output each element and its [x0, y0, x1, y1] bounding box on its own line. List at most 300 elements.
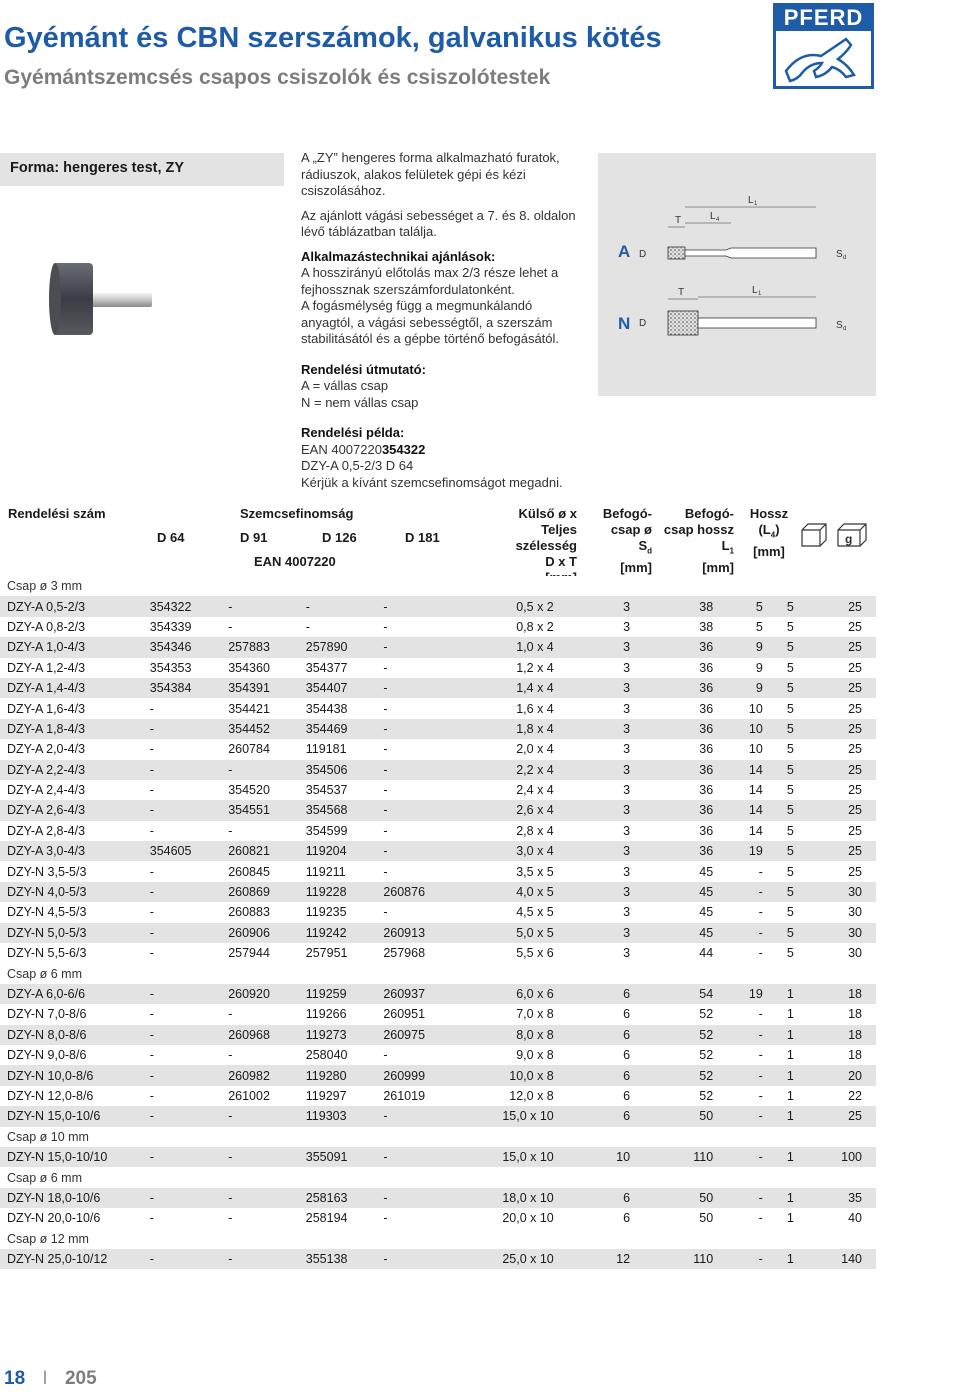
- table-cell: DZY-N 4,5-5/3: [7, 905, 87, 920]
- table-cell: 9: [721, 678, 771, 698]
- table-cell: 36: [638, 800, 721, 820]
- weight-icon-label: g: [845, 532, 853, 546]
- app-text2: A fogásmélység függ a megmunkálandó anyagtól, a vágási sebességtől, a szerszám stabilitásától és a gépbe történő befogásától.: [301, 298, 560, 346]
- table-cell: 5,0 x 5: [461, 923, 562, 943]
- table-row: [0, 658, 876, 678]
- order-n: N = nem vállas csap: [301, 394, 419, 410]
- example-ean-bold: 354322: [381, 441, 426, 457]
- th-len3: [mm]: [753, 543, 785, 559]
- table-cell: 25: [802, 678, 876, 698]
- table-cell: 354605: [150, 841, 228, 861]
- th-grain: Szemcsefinomság: [240, 506, 354, 521]
- table-cell: 257944: [228, 946, 270, 961]
- table-row: [0, 760, 876, 780]
- table-cell: 354551: [228, 800, 306, 820]
- table-cell: 3: [623, 946, 631, 961]
- table-row: [0, 821, 876, 841]
- table-cell: 3: [562, 882, 638, 902]
- table-cell: 1: [771, 1106, 802, 1126]
- table-cell: 25: [848, 660, 862, 675]
- desc-p1: A „ZY” hengeres forma alkalmazható furatok, rádiuszok, alakos felületek gépi és kézi csiszolásához.: [301, 150, 560, 198]
- page-number: 18: [4, 1368, 26, 1389]
- diagram-n-l1-sub: 1: [758, 291, 762, 297]
- example-ean-prefix: EAN 4007220: [301, 441, 382, 457]
- table-cell: 10: [748, 701, 763, 716]
- table-cell: 354384: [150, 678, 228, 698]
- table-row: [0, 800, 876, 820]
- table-cell: 257951: [305, 946, 348, 961]
- th-outer3: D x T: [545, 554, 577, 569]
- table-cell: 14: [748, 823, 763, 838]
- table-cell: DZY-N 15,0-10/10: [0, 1147, 150, 1167]
- table-cell: DZY-A 2,2-4/3: [0, 760, 150, 780]
- table-cell: 18,0 x 10: [461, 1188, 562, 1208]
- table-cell: -: [228, 760, 306, 780]
- table-cell: -: [758, 1048, 763, 1063]
- table-cell: DZY-A 2,4-4/3: [7, 783, 86, 798]
- table-cell: -: [383, 1249, 461, 1269]
- table-row: [0, 739, 876, 759]
- table-cell: 5: [786, 946, 794, 961]
- table-cell: 5: [786, 619, 794, 634]
- table-cell: 36: [638, 841, 721, 861]
- brand-logo: [773, 3, 874, 89]
- th-ean: EAN 4007220: [254, 554, 336, 569]
- th-d126: D 126: [322, 530, 357, 545]
- table-cell: 18: [802, 984, 876, 1004]
- table-cell: 3: [623, 619, 631, 634]
- table-cell: 119266: [305, 1007, 347, 1022]
- th-clen3-sub: 1: [729, 546, 734, 556]
- table-cell: 25: [802, 719, 876, 739]
- table-cell: -: [758, 1007, 763, 1022]
- table-cell: 25: [802, 637, 876, 657]
- table-cell: DZY-N 3,5-5/3: [7, 864, 87, 879]
- table-cell: 50: [699, 1211, 714, 1226]
- table-cell: -: [228, 1007, 233, 1022]
- diagram-label-a: A: [618, 242, 631, 261]
- table-row: [0, 1004, 876, 1024]
- th-d181: D 181: [405, 530, 440, 545]
- table-cell: -: [150, 984, 228, 1004]
- diagram-a-l4: L: [710, 211, 716, 222]
- horse-icon: [776, 31, 871, 86]
- table-cell: 354537: [305, 783, 348, 798]
- table-cell: 30: [848, 946, 862, 961]
- diagram-n-l1: L: [752, 285, 758, 296]
- table-cell: 2,4 x 4: [516, 783, 554, 798]
- table-cell: 354322: [150, 596, 228, 616]
- table-cell: 4,5 x 5: [516, 905, 554, 920]
- table-cell: 25: [848, 701, 862, 716]
- table-cell: 2,2 x 4: [461, 760, 562, 780]
- table-cell: 110: [638, 1147, 721, 1167]
- th-clamp1: Befogó-: [602, 506, 652, 521]
- table-cell: -: [149, 742, 154, 757]
- table-cell: 5: [771, 637, 802, 657]
- table-cell: 12,0 x 8: [509, 1088, 554, 1103]
- table-cell: 260920: [228, 984, 306, 1004]
- order-a: A = vállas csap: [301, 378, 389, 393]
- table-cell: 260913: [383, 923, 461, 943]
- table-row: [0, 1106, 876, 1126]
- section-label: Csap ø 6 mm: [0, 1167, 876, 1187]
- table-cell: 36: [638, 678, 721, 698]
- diagram-a-t: T: [675, 215, 682, 226]
- table-cell: 1: [771, 1249, 802, 1269]
- table-cell: 1,6 x 4: [516, 701, 554, 716]
- table-cell: 10: [721, 719, 771, 739]
- table-cell: 45: [699, 864, 714, 879]
- th-len2: (L: [758, 522, 771, 537]
- table-cell: 25: [802, 800, 876, 820]
- table-cell: 260975: [383, 1025, 461, 1045]
- th-d91: D 91: [240, 530, 268, 545]
- table-cell: 5: [755, 619, 763, 634]
- table-cell: 14: [721, 760, 771, 780]
- section-label: Csap ø 3 mm: [0, 576, 876, 596]
- table-cell: 25: [802, 1106, 876, 1126]
- table-cell: -: [383, 1147, 461, 1167]
- th-clamp3-sub: d: [647, 546, 652, 556]
- table-cell: 260951: [383, 1007, 426, 1022]
- table-cell: 258040: [305, 1048, 348, 1063]
- table-cell: 354520: [228, 783, 270, 798]
- table-row: [0, 698, 876, 718]
- weight-icon: [836, 522, 868, 548]
- table-cell: -: [150, 1106, 228, 1126]
- table-row: [0, 984, 876, 1004]
- table-cell: DZY-N 25,0-10/12: [0, 1249, 150, 1269]
- package-icon: [800, 522, 828, 548]
- table-cell: DZY-A 1,6-4/3: [7, 701, 86, 716]
- table-cell: 52: [699, 1088, 714, 1103]
- table-cell: 3: [623, 783, 631, 798]
- table-row: [0, 596, 876, 616]
- table-section-row: [0, 1127, 876, 1147]
- table-cell: -: [383, 719, 461, 739]
- dimension-diagram: [598, 153, 876, 396]
- table-cell: 25: [848, 619, 862, 634]
- tool-image: [35, 255, 155, 345]
- table-cell: 44: [699, 946, 714, 961]
- th-clen1: Befogó-: [684, 506, 734, 521]
- table-cell: 354407: [306, 678, 384, 698]
- table-cell: 354391: [228, 678, 306, 698]
- table-cell: 6: [623, 1048, 631, 1063]
- table-cell: DZY-A 3,0-4/3: [0, 841, 150, 861]
- table-cell: 140: [802, 1249, 876, 1269]
- table-cell: DZY-A 2,0-4/3: [7, 742, 86, 757]
- table-row: [0, 1147, 876, 1167]
- table-cell: DZY-A 1,8-4/3: [0, 719, 150, 739]
- table-cell: 258194: [305, 1211, 348, 1226]
- table-cell: 25: [802, 841, 876, 861]
- table-cell: 1: [771, 984, 802, 1004]
- table-cell: -: [758, 864, 763, 879]
- table-cell: 354506: [306, 760, 384, 780]
- table-cell: 8,0 x 8: [461, 1025, 562, 1045]
- table-cell: 22: [848, 1088, 862, 1103]
- section-label: Csap ø 10 mm: [0, 1127, 876, 1147]
- table-row: [0, 1208, 876, 1228]
- table-cell: 35: [802, 1188, 876, 1208]
- table-cell: DZY-N 20,0-10/6: [7, 1211, 101, 1226]
- section-label: Csap ø 6 mm: [0, 963, 876, 983]
- page-separator: I: [42, 1368, 48, 1389]
- table-cell: 5: [786, 783, 794, 798]
- table-row: [0, 780, 876, 800]
- table-cell: 260999: [383, 1065, 461, 1085]
- table-cell: 3: [623, 660, 631, 675]
- table-cell: 5: [771, 760, 802, 780]
- table-cell: 20: [802, 1065, 876, 1085]
- table-cell: DZY-A 1,2-4/3: [7, 660, 86, 675]
- table-cell: 6: [562, 1106, 638, 1126]
- table-cell: 1: [771, 1025, 802, 1045]
- th-d64: D 64: [157, 530, 185, 545]
- table-cell: 50: [638, 1188, 721, 1208]
- table-cell: 5: [786, 905, 794, 920]
- table-cell: 3: [562, 760, 638, 780]
- diagram-n-sd: S: [836, 320, 843, 331]
- table-cell: 1,4 x 4: [461, 678, 562, 698]
- table-cell: 1: [771, 1065, 802, 1085]
- table-row: [0, 1065, 876, 1085]
- desc-p2: Az ajánlott vágási sebességet a 7. és 8. oldalon lévő táblázatban találja.: [301, 207, 576, 239]
- table-cell: 119228: [306, 882, 384, 902]
- table-cell: 40: [848, 1211, 862, 1226]
- table-row: [0, 617, 876, 637]
- table-cell: -: [383, 1048, 388, 1063]
- table-cell: 5: [771, 882, 802, 902]
- th-outer1: Külső ø x: [518, 506, 577, 521]
- table-cell: -: [228, 1106, 306, 1126]
- table-cell: 25,0 x 10: [461, 1249, 562, 1269]
- th-len2-sub: 4: [770, 530, 776, 540]
- table-cell: 6: [562, 984, 638, 1004]
- table-cell: DZY-N 7,0-8/6: [7, 1007, 87, 1022]
- table-cell: -: [383, 864, 388, 879]
- table-row: [0, 861, 876, 881]
- table-row: [0, 719, 876, 739]
- product-table: [0, 576, 876, 1269]
- table-cell: 45: [638, 882, 721, 902]
- description: [301, 150, 586, 499]
- page-subtitle: Gyémántszemcsés csapos csiszolók és csiszolótestek: [4, 66, 551, 89]
- table-cell: -: [150, 923, 228, 943]
- table-cell: 3: [623, 864, 631, 879]
- diagram-label-n: N: [618, 314, 631, 333]
- table-cell: 6: [623, 1211, 631, 1226]
- table-cell: 3,0 x 4: [461, 841, 562, 861]
- table-cell: -: [383, 800, 461, 820]
- table-cell: -: [150, 719, 228, 739]
- table-cell: 100: [802, 1147, 876, 1167]
- table-cell: -: [149, 864, 154, 879]
- table-cell: 260845: [228, 864, 270, 879]
- table-cell: 36: [699, 823, 714, 838]
- table-cell: -: [228, 823, 233, 838]
- table-cell: -: [721, 1106, 771, 1126]
- diagram-n-sd-sub: d: [843, 326, 847, 332]
- table-cell: 36: [699, 742, 714, 757]
- table-cell: 260883: [228, 905, 270, 920]
- table-cell: 260982: [228, 1065, 306, 1085]
- table-cell: 38: [638, 596, 721, 616]
- table-cell: 354438: [305, 701, 348, 716]
- table-cell: 5,5 x 6: [516, 946, 554, 961]
- table-cell: 354568: [306, 800, 384, 820]
- table-row: [0, 1249, 876, 1269]
- example-code: DZY-A 0,5-2/3 D 64: [301, 458, 414, 473]
- table-cell: 15,0 x 10: [461, 1147, 562, 1167]
- table-cell: 25: [802, 760, 876, 780]
- table-cell: 258163: [306, 1188, 384, 1208]
- table-cell: 260876: [383, 882, 461, 902]
- diagram-n-d: D: [639, 318, 647, 329]
- table-cell: 4,0 x 5: [461, 882, 562, 902]
- table-cell: 119242: [306, 923, 384, 943]
- table-cell: 5: [786, 660, 794, 675]
- table-cell: -: [150, 1025, 228, 1045]
- table-cell: 25: [848, 742, 862, 757]
- table-cell: -: [383, 701, 388, 716]
- table-cell: -: [149, 1048, 154, 1063]
- table-cell: 3: [562, 637, 638, 657]
- table-cell: 3: [562, 841, 638, 861]
- table-cell: -: [149, 783, 154, 798]
- table-cell: 5: [786, 701, 794, 716]
- table-cell: 18: [848, 1007, 862, 1022]
- table-cell: 1: [771, 1188, 802, 1208]
- table-cell: DZY-N 10,0-8/6: [0, 1065, 150, 1085]
- table-cell: DZY-A 6,0-6/6: [0, 984, 150, 1004]
- table-cell: -: [228, 596, 306, 616]
- table-cell: DZY-A 1,0-4/3: [0, 637, 150, 657]
- table-cell: 119181: [305, 742, 347, 757]
- table-cell: 3: [562, 719, 638, 739]
- table-cell: -: [383, 823, 388, 838]
- table-cell: 1,8 x 4: [461, 719, 562, 739]
- table-cell: 3: [562, 800, 638, 820]
- diagram-a-l1: L: [748, 195, 754, 206]
- table-cell: 12: [562, 1249, 638, 1269]
- table-cell: 36: [638, 760, 721, 780]
- table-cell: -: [383, 678, 461, 698]
- table-cell: 0,8 x 2: [516, 619, 554, 634]
- table-cell: 38: [699, 619, 714, 634]
- table-cell: 261019: [383, 1088, 426, 1103]
- diagram-a-sd-sub: d: [843, 255, 847, 261]
- table-cell: 1: [786, 1211, 794, 1226]
- th-clamp2: csap ø: [610, 522, 652, 537]
- table-cell: 10: [562, 1147, 638, 1167]
- table-cell: DZY-A 2,8-4/3: [7, 823, 86, 838]
- table-row: [0, 1045, 876, 1065]
- form-label: Forma: hengeres test, ZY: [10, 160, 185, 176]
- table-cell: 6,0 x 6: [461, 984, 562, 1004]
- table-cell: DZY-N 4,0-5/3: [0, 882, 150, 902]
- table-cell: -: [149, 905, 154, 920]
- table-section-row: [0, 963, 876, 983]
- table-cell: -: [228, 619, 233, 634]
- table-cell: -: [150, 800, 228, 820]
- table-cell: 260821: [228, 841, 306, 861]
- table-cell: DZY-A 1,4-4/3: [0, 678, 150, 698]
- table-cell: 36: [699, 701, 714, 716]
- table-cell: -: [383, 1211, 388, 1226]
- table-cell: 257883: [228, 637, 306, 657]
- example-note: Kérjük a kívánt szemcsefinomságot megadni.: [301, 474, 563, 490]
- table-cell: DZY-N 18,0-10/6: [0, 1188, 150, 1208]
- table-cell: 5: [771, 841, 802, 861]
- table-row: [0, 882, 876, 902]
- table-cell: 119303: [306, 1106, 384, 1126]
- th-order: Rendelési szám: [8, 506, 106, 521]
- table-cell: 10,0 x 8: [461, 1065, 562, 1085]
- app-text1: A hosszirányú előtolás max 2/3 része lehet a fejhossznak szerszámfordulatonként.: [301, 265, 559, 297]
- table-cell: DZY-N 8,0-8/6: [0, 1025, 150, 1045]
- table-cell: 5: [786, 742, 794, 757]
- table-cell: 354346: [150, 637, 228, 657]
- table-cell: -: [149, 823, 154, 838]
- table-cell: 25: [848, 783, 862, 798]
- table-row: [0, 1188, 876, 1208]
- table-cell: -: [383, 841, 461, 861]
- table-cell: 354599: [305, 823, 348, 838]
- table-cell: 119204: [306, 841, 384, 861]
- table-cell: 3: [623, 905, 631, 920]
- table-cell: 3,5 x 5: [516, 864, 554, 879]
- table-cell: 25: [848, 864, 862, 879]
- table-cell: 5: [771, 596, 802, 616]
- th-clen2: csap hossz: [663, 522, 734, 537]
- table-row: [0, 1086, 876, 1106]
- table-cell: -: [149, 1088, 154, 1103]
- table-cell: 6: [562, 1065, 638, 1085]
- table-cell: 5: [721, 596, 771, 616]
- table-cell: 45: [699, 905, 714, 920]
- diagram-a-sd: S: [836, 249, 843, 260]
- table-cell: -: [150, 760, 228, 780]
- table-cell: 3: [623, 742, 631, 757]
- table-cell: 7,0 x 8: [516, 1007, 554, 1022]
- table-cell: -: [306, 596, 384, 616]
- table-cell: 19: [721, 841, 771, 861]
- table-cell: -: [150, 1249, 228, 1269]
- table-cell: -: [383, 1188, 461, 1208]
- table-cell: -: [150, 1147, 228, 1167]
- table-cell: -: [721, 1188, 771, 1208]
- diagram-a-l4-sub: 4: [716, 217, 720, 223]
- table-section-row: [0, 1167, 876, 1187]
- table-cell: -: [383, 905, 388, 920]
- table-row: [0, 678, 876, 698]
- table-cell: -: [383, 1106, 461, 1126]
- table-row: [0, 1025, 876, 1045]
- table-cell: 9: [721, 637, 771, 657]
- table-cell: 30: [802, 923, 876, 943]
- table-row: [0, 902, 876, 922]
- table-cell: -: [758, 946, 763, 961]
- table-cell: 5: [786, 864, 794, 879]
- table-cell: 6: [562, 1025, 638, 1045]
- th-clen4: [mm]: [702, 559, 734, 575]
- th-outer2: Teljes szélesség: [515, 522, 577, 553]
- table-cell: 19: [721, 984, 771, 1004]
- table-cell: 119259: [306, 984, 384, 1004]
